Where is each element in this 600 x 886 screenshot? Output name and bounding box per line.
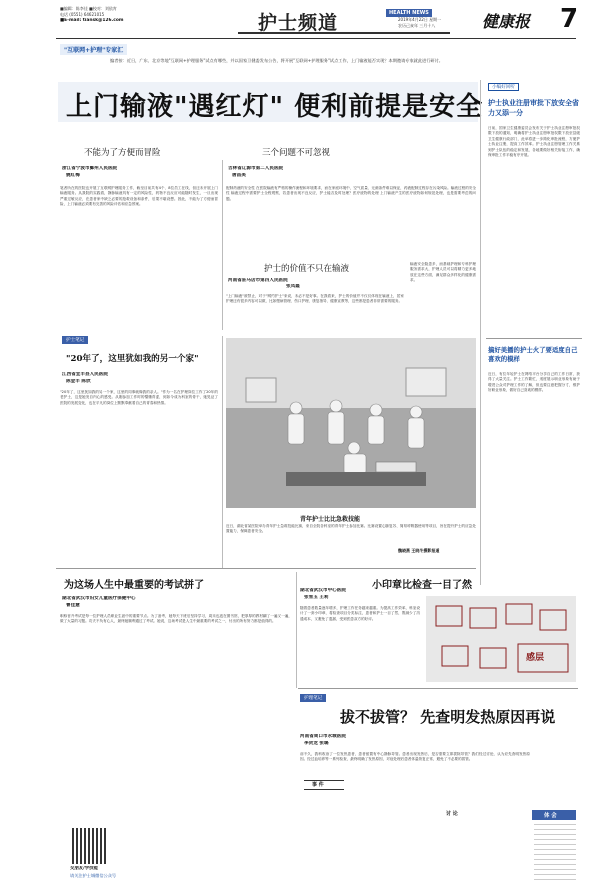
masthead-rule [56, 38, 576, 39]
stamp-photo [426, 596, 576, 682]
sidebar-item2-body: 近日，有位年轻护士在网络平台分享自己的工作日常，获得了大量关注。护士工作繁忙，适度展示职业形象有助于增进公众对护理工作的了解，但也要注意把握分寸，维护好职业形象，做好自己喜欢的模样。 [488, 372, 580, 393]
qr-code [72, 828, 108, 864]
summary-text [534, 824, 576, 880]
masthead-phone-line: 电话 (0551) 64621015 [60, 12, 105, 17]
exam-byline-name: 曹佳慧 [66, 603, 80, 608]
photo-frame [226, 338, 476, 508]
bottom-byline-org: 河南省周口市永城医院 [300, 734, 346, 739]
section-title: 护士频道 [258, 12, 339, 34]
article1-byline-name: 姚红梅 [66, 173, 80, 178]
nurse-story-body: "20年了，这里犹如我的另一个家，这里的同事就像我的亲人。"作为一名在护理岗位工作了20年的老护士，这是她发自内心的感受。从刚参加工作时的懵懂青涩，到如今成为科室的骨干，她见证了医院的发展变化，也在平凡的岗位上默默奉献着自己的青春和热情。 [60, 390, 218, 405]
banner-tag: "互联网+护理"专家汇 [60, 44, 127, 55]
article3-subtitle: 护士的价值不只在输液 [264, 264, 350, 274]
sidebar-divider [480, 80, 481, 585]
brand-logo: 健康报 [482, 12, 531, 31]
article2-body: 配制药液的安全性 在医院输液有严格的操作流程和环境要求，而在家庭环境中，空气质量、无菌条件难以保证，药液配制过程存在污染风险。输液过程的安全性 输液过程中需要护士全程观察，若患者出现不良反应，护士能否及时处理？医疗废物的处理 上门输液产生的医疗废物如何规范处理，也是需要考虑的问题。 [226, 186, 476, 201]
article2-byline-org: 吉林省辽源市第二人民医院 [228, 166, 284, 171]
article1-body: 笔者所在的医院也开展了互联网护理服务工作，截至目前共有4个、8位员工在线，但还未开展上门输液服务。从我院的实践看，静脉输液具有一定的风险性，药物不良反应可能随时发生，一旦出现严重过敏反应，在患者家中缺乏必要的抢救设备和条件，后果不堪设想。因此，不能为了方便而冒险，上门输液必须要有完善的风险评估和应急预案。 [60, 186, 218, 207]
exam-byline-org: 湖北省武汉市妇女儿童医疗保健中心 [62, 596, 136, 601]
discussion-label: 讨 论 [446, 811, 458, 817]
col-divider-1 [222, 160, 223, 330]
article1-byline-org: 浙江省宁波市鄞州人民医院 [62, 166, 118, 171]
badge-headline: 小印章比检查一目了然 [372, 580, 472, 591]
article2-subtitle: 三个问题不可忽视 [262, 148, 331, 158]
article3-byline-name: 张凤霞 [286, 284, 300, 289]
badge-byline-org: 湖北省武汉市中心医院 [300, 588, 346, 593]
photo-caption-credit: 魏晓燕 王晓冬摄影报道 [398, 548, 440, 553]
sidebar-rule [486, 338, 582, 339]
qr-caption-line1: 交朋友/学技能 [70, 866, 98, 871]
col-divider-2 [222, 336, 223, 568]
event-label: 事 件 [312, 782, 324, 788]
training-photo-image [226, 338, 476, 508]
nurse-story-byline-org: 江西省宜丰县人民医院 [62, 372, 108, 377]
summary-label: 体 会 [544, 813, 557, 819]
article1-subtitle: 不能为了方便而冒险 [84, 148, 161, 158]
nurse-story-tag: 护士笔记 [62, 336, 88, 344]
photo-caption-body: 近日，湖北省某医院举办青年护士急救技能比赛，来自全院各科室的青年护士参加比赛。比赛设置心肺复苏、简易呼吸器使用等项目，旨在提升护士的应急处置能力，保障患者安全。 [226, 524, 476, 534]
masthead-lunar: 农历己亥年 三月十八 [398, 23, 436, 28]
exam-headline: 为这场人生中最重要的考试拼了 [64, 580, 204, 591]
nurse-story-byline-name: 陈金丰 陈欣 [66, 379, 91, 384]
badge-body: 随着患者数量逐年增多，护理工作任务越来越重。为提高工作效率，科室设计了一套小印章，将检查项目分类标注，患者和护士一目了然，既减少了沟通成本，又避免了遗漏，受到医患双方的好评。 [300, 606, 420, 621]
mid-rule [56, 568, 476, 569]
masthead-editor-line: ■编辑：陈李佳 ■校对：刘依宵 [60, 6, 117, 11]
article3-body: "上门输液"被禁止，对于"网约护士"来说，未必不是好事。在我看来，护士的价值并不仅仅体现在输液上，居家护理还有很多内容可以做，比如慢病管理、伤口护理、康复指导、健康宣教等，这些都是患者非常需要的服务。 [226, 294, 404, 304]
sidebar-item1-title: 护士执业注册审批下放安全省力又添一分 [488, 98, 579, 117]
summary-label-box [532, 810, 576, 820]
badge-byline-name: 张雪玉 王莉 [304, 595, 329, 600]
sidebar-tag: 小编好回听 [488, 83, 519, 91]
exam-body: 职称晋升考试是每一位护理人员职业生涯中的重要节点。为了备考，她每天下班后坚持学习，周末也泡在图书馆，把厚厚的教材翻了一遍又一遍，做了大量的习题。功夫不负有心人，最终她顺利通过了考试。她说，这场考试是人生中最重要的考试之一，付出的所有努力都是值得的。 [60, 614, 292, 624]
masthead-date: 2019年4月22日 星期一 [398, 17, 442, 22]
article2-byline-name: 唐昌美 [232, 173, 246, 178]
bottom-tag: 护理笔记 [300, 694, 326, 702]
qr-caption-line2: 请关注护士城微信公众号 [70, 873, 117, 878]
photo-caption-title: 青年护士比比急救技能 [300, 516, 361, 523]
nurse-story-headline: "20年了，这里犹如我的另一个家" [66, 354, 199, 364]
bottom-body: 前不久，我科收治了一位发热患者，患者留置有中心静脉导管。患者出现发热后，是否需要立即拔除导管？我们经过讨论，认为应先查明发热原因。经过血培养等一系列检查，最终明确了发热原因，对症处理后患者体温恢复正常，避免了不必要的拔管。 [300, 752, 530, 762]
sidebar-item2-title: 搞好美播的护士火了要适度自己喜欢的模样 [488, 346, 578, 363]
sidebar-item1-body: 日前，国家卫生健康委员会发布关于护士执业注册审批权限下放的通知，明确将护士执业注册审批权限下放至县级卫生健康行政部门，此举将进一步简化审批流程，方便护士执业注册，提高工作效率。护士执业注册管理工作关系到护士队伍的稳定和发展，各地要做好相关衔接工作，确保审批工作平稳有序开展。 [488, 126, 580, 158]
stamps-image [426, 596, 576, 682]
masthead [0, 0, 600, 38]
page-number: 7 [560, 4, 579, 34]
masthead-email-line: ■E-mail: tiansk@126.com [60, 18, 124, 23]
banner-headline: 上门输液"遇红灯" 便利前提是安全 [66, 92, 484, 122]
column-continuation: 输液安全隐患多，而基础护理和专科护理服务需求大，护理人员可以将精力更多地放在这些方面，满足群众多样化的健康需求。 [410, 262, 476, 283]
banner-editor-note: 编者按：近日，广东、北京等地"互联网+护理服务"试点有哪些，并以国家卫健委发布公告，将开展"互联网+护理服务"试点工作，上门输液能否实现？本期邀请专家就此进行研讨。 [110, 58, 443, 63]
bottom-headline: 拔不拔管？ 先查明发热原因再说 [340, 708, 556, 726]
stamp-label: 感层 [526, 653, 545, 663]
bottom-byline-name: 李贺龙 张璐 [304, 741, 329, 746]
bottom-rule [298, 688, 578, 689]
section-en: HEALTH NEWS [386, 9, 432, 17]
col-divider-3 [296, 572, 297, 688]
article3-byline-org: 河南省驻马店市第四人民医院 [228, 278, 288, 283]
